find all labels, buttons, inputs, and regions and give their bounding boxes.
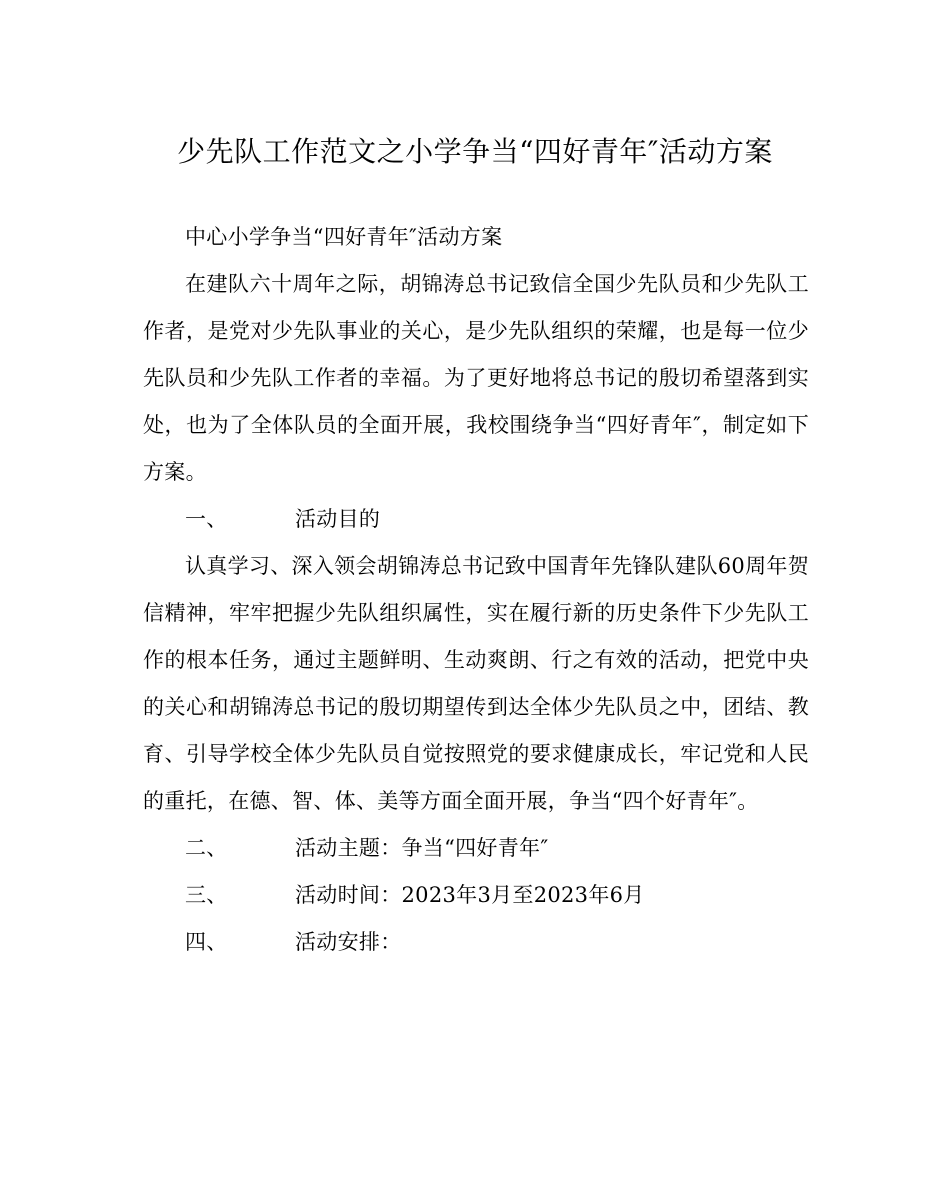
section-text: 活动主题：争当“四好青年″ (295, 836, 549, 860)
purpose-paragraph: 认真学习、深入领会胡锦涛总书记致中国青年先锋队建队60周年贺信精神，牢牢把握少先队组织属性，实在履行新的历史条件下少先队工作的根本任务，通过主题鲜明、生动爽朗、行之有效的活动，把党中央的关心和胡锦涛总书记的殷切期望传到达全体少先队员之中，团结、教育、引导学校全体少先队员自觉按照党的要求健康成长，牢记党和人民的重托，在德、智、体、美等方面全面开展，争当“四个好青年″。 (143, 554, 809, 813)
section-heading-2 (143, 825, 809, 872)
section-text: 活动时间：2023年3月至2023年6月 (295, 883, 645, 907)
section-heading-4 (143, 919, 809, 966)
section-number: 一、 (185, 507, 228, 531)
subtitle-paragraph: 中心小学争当“四好青年″活动方案 (185, 225, 503, 249)
document-title: 少先队工作范文之小学争当“四好青年″活动方案 (177, 135, 773, 168)
section-number: 三、 (185, 883, 228, 907)
document-body (143, 214, 809, 966)
section-number: 二、 (185, 836, 228, 860)
section-text: 活动目的 (295, 507, 381, 531)
section-heading-3 (143, 872, 809, 919)
section-number: 四、 (185, 930, 228, 954)
section-heading-1 (143, 496, 809, 543)
intro-paragraph: 在建队六十周年之际，胡锦涛总书记致信全国少先队员和少先队工作者，是党对少先队事业的关心，是少先队组织的荣耀，也是每一位少先队员和少先队工作者的幸福。为了更好地将总书记的殷切希望落到实处，也为了全体队员的全面开展，我校围绕争当“四好青年″，制定如下方案。 (143, 272, 809, 484)
section-text: 活动安排： (295, 930, 402, 954)
